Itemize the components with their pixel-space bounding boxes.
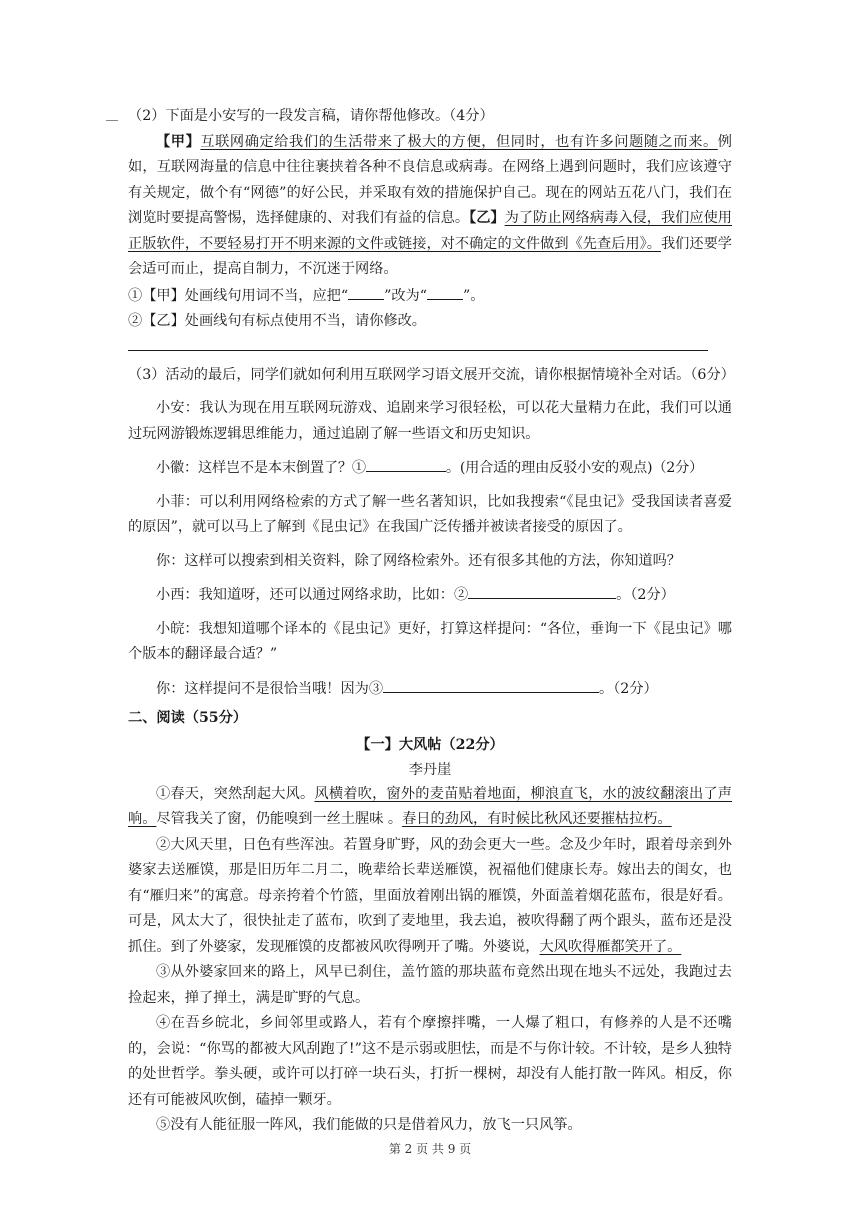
jia-marker: 【甲】: [156, 133, 201, 150]
corner-mark: [106, 120, 118, 121]
answer-line[interactable]: [128, 350, 708, 351]
article-author: 李丹崖: [408, 761, 452, 778]
yi-marker: 【乙】: [469, 210, 505, 226]
sub-question-1-text-b: ”改为“: [384, 287, 427, 304]
article-paragraph-1: [128, 782, 732, 833]
speech-draft-end: 我们还要学会适可而止，提高自制力，不沉迷于网络。: [128, 235, 732, 277]
dialogue-xiaofei: 小菲：可以利用网络检索的方式了解一些名著知识，比如我搜索“《昆虫记》受我国读者喜爱的原因”，就可以马上了解到《昆虫记》在我国广泛传播并被读者接受的原因了。: [128, 493, 732, 535]
article-paragraph-2: [128, 833, 732, 961]
dialogue-xiaoxi-text-b: 。（2分）: [616, 587, 675, 603]
answer-blank-2[interactable]: [427, 283, 463, 300]
dialogue-you-2: [128, 676, 732, 703]
answer-blank-4[interactable]: [468, 582, 616, 599]
answer-blank-3[interactable]: [366, 455, 446, 472]
answer-blank-5[interactable]: [383, 676, 599, 693]
page-content: [128, 104, 735, 1139]
dialogue-xiaoxi-text-a: 小西：我知道呀，还可以通过网络求助，比如：②: [156, 587, 469, 603]
article-title: 【一】大风帖（22分）: [356, 736, 504, 753]
dialogue-xiaoxi: [128, 582, 732, 609]
sub-question-1: [128, 283, 732, 310]
page-footer: 第 2 页 共 9 页: [388, 1142, 472, 1156]
speech-draft-middle: 例如，互联网海量的信息中往往裹挟着各种不良信息或病毒。在网络上遇到问题时，我们应该遵守有关规定，做个有“网德”的好公民，并采取有效的措施保护自己。现在的网站五花八门，我们在浏览时要提高警惕，选择健康的、对我们有益的信息。: [128, 133, 732, 226]
answer-blank-1[interactable]: [348, 283, 384, 300]
dialogue-you-2-text-b: 。（2分）: [599, 680, 658, 697]
paragraph-2-text: ②大风天里，日色有些浑浊。若置身旷野，风的劲会更大一些。念及少年时，跟着母亲到外婆家去送雁馍，那是旧历年二月二，晚辈给长辈送雁馍，祝福他们健康长寿。嫁出去的闺女，也有“雁归来”的寓意。母亲挎着个竹篮，里面放着刚出锅的雁馍，外面盖着烟花蓝布，很是好看。可是，风太大了，很快扯走了蓝布，吹到了麦地里，我去追，被吹得翻了两个跟头，蓝布还是没抓住。到了外婆家，发现雁馍的皮都被风吹得咧开了嘴。外婆说，: [128, 836, 732, 955]
section-heading: 二、阅读（55分）: [128, 710, 248, 726]
question-2-title: （2）下面是小安写的一段发言稿，请你帮他修改。（4分）: [128, 108, 494, 124]
yi-underlined-sentence: 为了防止网络病毒入侵，我们应使用正版软件，不要轻易打开不明来源的文件或链接，对不确定的文件做到《先查后用》。: [128, 210, 732, 252]
sub-question-1-text-c: ”。: [462, 287, 485, 304]
dialogue-xiaowan: 小皖：我想知道哪个译本的《昆虫记》更好，打算这样提问：“各位，垂询一下《昆虫记》哪个版本的翻译最合适？”: [128, 620, 732, 662]
paragraph-1-underlined-a: 风横着吹，窗外的麦苗贴着地面，柳浪直飞，水的波纹翻滚出了声响。: [128, 785, 732, 827]
paragraph-1-text-a: ①春天，突然刮起大风。: [156, 785, 315, 802]
paragraph-2-underlined: 大风吹得雁都笑开了。: [539, 938, 682, 955]
sub-question-2: ②【乙】处画线句有标点使用不当，请你修改。: [128, 313, 426, 329]
dialogue-you-1: 你：这样可以搜索到相关资料，除了网络检索外。还有很多其他的方法，你知道吗？: [156, 552, 681, 569]
jia-underlined-sentence: 互联网确定给我们的生活带来了极大的方便，但同时，也有许多问题随之而来。: [200, 133, 718, 150]
dialogue-you-2-text-a: 你：这样提问不是很恰当哦！因为③: [156, 680, 384, 697]
paragraph-1-underlined-b: 春日的劲风，有时候比秋风还要摧枯拉朽。: [402, 811, 672, 827]
sub-question-1-text-a: ①【甲】处画线句用词不当，应把“: [128, 287, 349, 304]
dialogue-xiaoan: 小安：我认为现在用互联网玩游戏、追剧来学习很轻松，可以花大量精力在此，我们可以通过玩网游锻炼逻辑思维能力，通过追剧了解一些语文和历史知识。: [128, 400, 732, 442]
article-paragraph-3: ③从外婆家回来的路上，风早已刹住，盖竹篮的那块蓝布竟然出现在地头不远处，我跑过去捡起来，掸了掸土，满是旷野的气息。: [128, 964, 732, 1006]
speech-draft-paragraph: [128, 130, 732, 283]
dialogue-xiaohui-text-b: 。(用合适的理由反驳小安的观点)（2分）: [445, 460, 704, 476]
article-paragraph-5: ⑤没有人能征服一阵风，我们能做的只是借着风力，放飞一只风筝。: [156, 1117, 582, 1133]
dialogue-xiaohui: [128, 455, 732, 482]
article-paragraph-4: ④在吾乡皖北，乡间邻里或路人，若有个摩擦拌嘴，一人爆了粗口，有修养的人是不还嘴的，会说：“你骂的都被大风刮跑了!”这不是示弱或胆怯，而是不与你计较。不计较，是乡人独特的处世哲学。拳头硬，或许可以打碎一块石头，打折一棵树，却没有人能打散一阵风。相反，你还有可能被风吹倒，磕掉一颗牙。: [128, 1015, 732, 1108]
question-3-title: （3）活动的最后，同学们就如何利用互联网学习语文展开交流，请你根据情境补全对话。（6分）: [128, 366, 735, 383]
dialogue-xiaohui-text-a: 小徽：这样岂不是本末倒置了？①: [156, 460, 366, 476]
paragraph-1-text-b: 尽管我关了窗，仍能嗅到一丝土腥味 。: [156, 811, 403, 827]
